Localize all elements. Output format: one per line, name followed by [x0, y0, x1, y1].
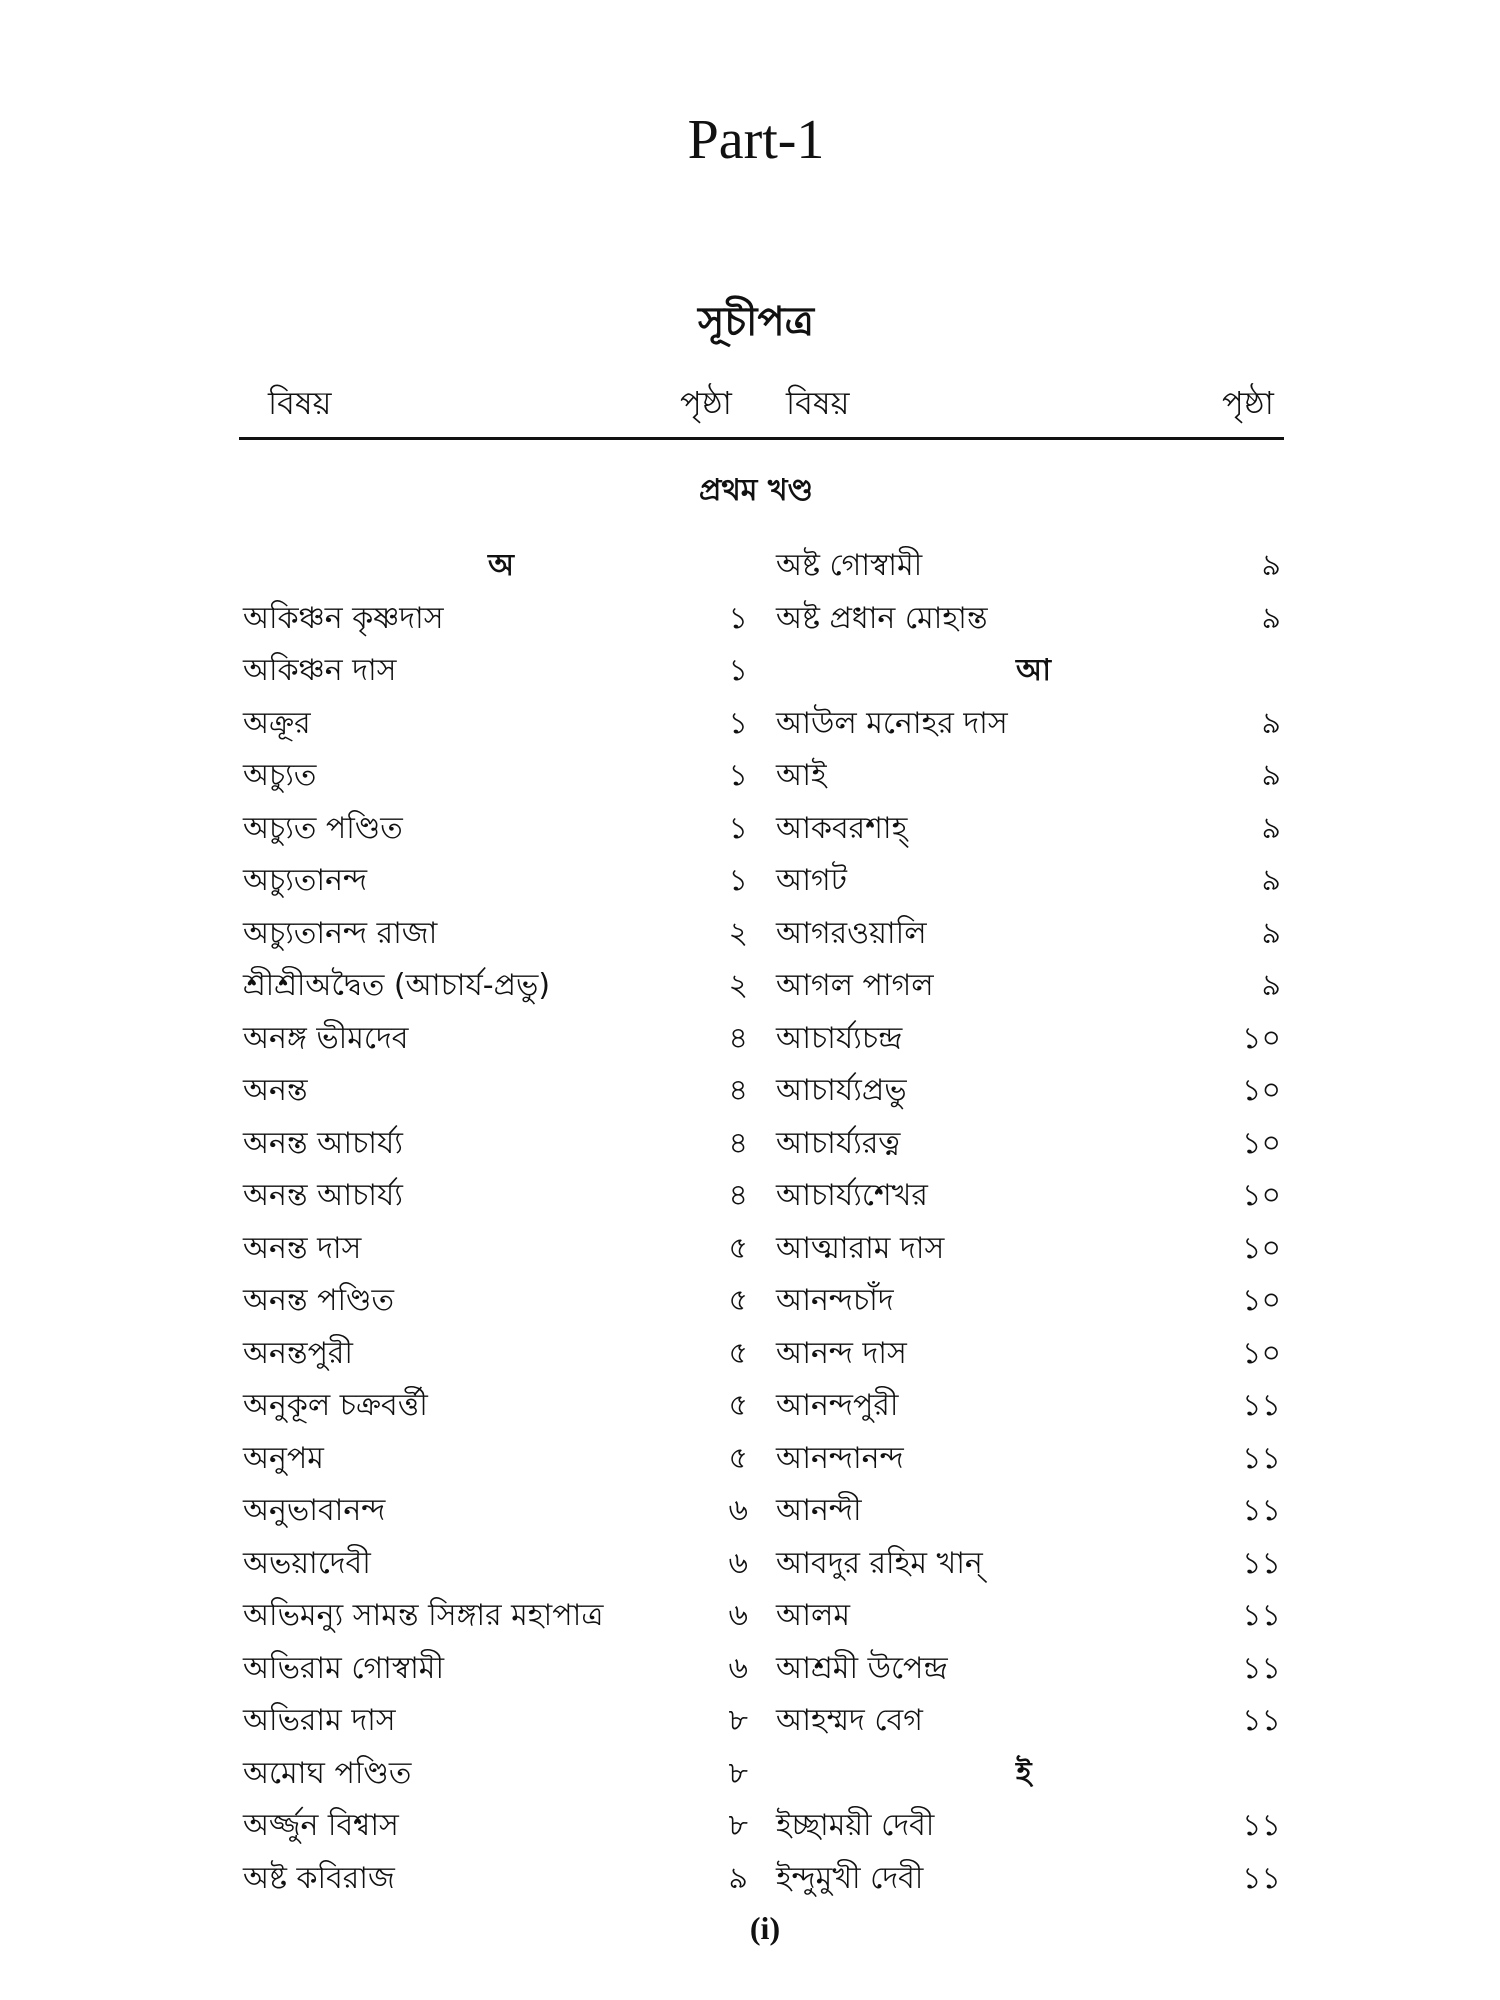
entry-page: ১১ [1242, 1388, 1281, 1423]
toc-entry [776, 960, 1376, 1012]
entry-name: অভিরাম দাস [243, 1703, 396, 1738]
entry-page: ১ [728, 758, 748, 793]
entry-name: আউল মনোহর দাস [776, 705, 1008, 741]
entry-name: অনন্ত দাস [243, 1230, 362, 1266]
entry-name: আত্মারাম দাস [776, 1230, 945, 1266]
entry-page: ১১ [1242, 1650, 1281, 1686]
letter-heading [776, 1748, 1376, 1800]
entry-name: আগল পাগল [776, 968, 934, 1003]
letter-heading-text: ই [1016, 1755, 1032, 1791]
entry-page: ১০ [1242, 1335, 1281, 1371]
entry-page: ১১ [1242, 1860, 1281, 1896]
entry-name: আবদুর রহিম খান্ [776, 1545, 983, 1581]
toc-entry [243, 1695, 843, 1747]
entry-name: অচ্যুত পণ্ডিত [243, 810, 403, 846]
toc-entry [243, 803, 843, 855]
entry-name: ইচ্ছাময়ী দেবী [776, 1808, 935, 1843]
entry-name: অনন্ত [243, 1073, 308, 1108]
toc-entry [243, 1643, 843, 1695]
toc-entry [776, 1643, 1376, 1695]
entry-page: ১ [728, 863, 748, 898]
toc-entry [776, 1223, 1376, 1275]
entry-name: আনন্দপুরী [776, 1388, 899, 1423]
toc-entry [776, 908, 1376, 960]
entry-page: ৯ [1261, 548, 1281, 583]
toc-entry [243, 593, 843, 645]
toc-entry [776, 1328, 1376, 1380]
entry-name: অনন্ত পণ্ডিত [243, 1283, 394, 1318]
entry-page: ৪ [728, 1073, 748, 1108]
entry-page: ১ [728, 653, 748, 688]
entry-name: অচ্যুত [243, 758, 317, 793]
entry-page: ৯ [1261, 810, 1281, 846]
entry-name: আশ্রমী উপেন্দ্র [776, 1650, 948, 1686]
entry-page: ১১ [1242, 1493, 1281, 1528]
entry-page: ৪ [728, 1125, 748, 1161]
entry-name: শ্রীশ্রীঅদ্বৈত (আচার্য-প্রভু) [243, 968, 551, 1003]
toc-entry [776, 1695, 1376, 1747]
letter-heading-text: আ [1016, 653, 1051, 688]
entry-name: আচার্য্যরত্ন [776, 1125, 901, 1161]
entry-page: ৯ [1261, 758, 1281, 793]
entry-page: ৮ [728, 1755, 748, 1791]
toc-entry [243, 1590, 843, 1642]
entry-page: ৪ [728, 1020, 748, 1056]
entry-page: ৫ [728, 1388, 748, 1423]
entry-page: ৯ [1261, 863, 1281, 898]
entry-page: ৪ [728, 1178, 748, 1213]
toc-entry [243, 1118, 843, 1170]
entry-page: ৯ [1261, 915, 1281, 951]
toc-entry [776, 1853, 1376, 1905]
entry-page: ৯ [1261, 705, 1281, 741]
toc-entry [243, 1800, 843, 1852]
entry-page: ১০ [1242, 1230, 1281, 1266]
entry-name: অনন্ত আচার্য্য [243, 1178, 403, 1213]
toc-entry [776, 540, 1376, 592]
entry-name: আহম্মদ বেগ [776, 1703, 923, 1738]
header-subject-left: বিষয় [268, 384, 332, 422]
toc-title: সূচীপত্র [698, 299, 814, 345]
entry-page: ২ [728, 915, 748, 951]
entry-page: ১০ [1242, 1125, 1281, 1161]
entry-page: ৬ [728, 1650, 748, 1686]
entry-page: ৫ [728, 1283, 748, 1318]
toc-entry [776, 1275, 1376, 1327]
toc-entry [776, 803, 1376, 855]
entry-name: অক্রূর [243, 705, 311, 741]
entry-name: অনুভাবানন্দ [243, 1493, 386, 1528]
letter-heading [776, 645, 1376, 697]
toc-entry [243, 908, 843, 960]
entry-page: ২ [728, 968, 748, 1003]
header-page-right: পৃষ্ঠা [1222, 384, 1274, 422]
entry-name: অভয়াদেবী [243, 1545, 371, 1581]
toc-entry [776, 1170, 1376, 1222]
header-subject-right: বিষয় [786, 384, 850, 422]
toc-entry [243, 1170, 843, 1222]
entry-page: ১০ [1242, 1020, 1281, 1056]
entry-name: আই [776, 758, 827, 793]
entry-name: আচার্য্যশেখর [776, 1178, 928, 1213]
entry-name: অনঙ্গ ভীমদেব [243, 1020, 409, 1056]
entry-name: অভিরাম গোস্বামী [243, 1650, 445, 1686]
section-title: প্রথম খণ্ড [698, 473, 814, 508]
header-rule [239, 437, 1284, 440]
entry-page: ১০ [1242, 1283, 1281, 1318]
toc-entry [243, 855, 843, 907]
entry-name: আগরওয়ালি [776, 915, 927, 951]
entry-page: ১১ [1242, 1808, 1281, 1843]
entry-name: আকবরশাহ্ [776, 810, 908, 846]
toc-entry [243, 698, 843, 750]
entry-name: আলম [776, 1598, 851, 1633]
entry-page: ৬ [728, 1545, 748, 1581]
toc-entry [243, 1223, 843, 1275]
entry-name: অনন্ত আচার্য্য [243, 1125, 403, 1161]
toc-entry [243, 1275, 843, 1327]
entry-page: ১ [728, 600, 748, 636]
toc-entry [776, 1013, 1376, 1065]
toc-entry [776, 1433, 1376, 1485]
entry-page: ১১ [1242, 1703, 1281, 1738]
toc-entry [776, 1118, 1376, 1170]
entry-page: ৯ [1261, 968, 1281, 1003]
letter-heading [243, 540, 843, 592]
entry-name: অচ্যুতানন্দ রাজা [243, 915, 438, 951]
entry-name: অকিঞ্চন কৃষ্ণদাস [243, 600, 444, 636]
toc-entry [243, 1485, 843, 1537]
toc-entry [243, 750, 843, 802]
toc-entry [776, 855, 1376, 907]
toc-entry [776, 1538, 1376, 1590]
part-heading: Part-1 [687, 109, 825, 171]
toc-entry [243, 1380, 843, 1432]
entry-name: অনন্তপুরী [243, 1335, 354, 1371]
entry-name: আচার্য্যচন্দ্র [776, 1020, 903, 1056]
entry-page: ৯ [728, 1860, 748, 1896]
toc-entry [243, 1013, 843, 1065]
entry-page: ১০ [1242, 1178, 1281, 1213]
toc-entry [243, 1538, 843, 1590]
toc-entry [243, 1328, 843, 1380]
page-number: (i) [749, 1910, 781, 1946]
toc-entry [776, 593, 1376, 645]
entry-page: ১১ [1242, 1598, 1281, 1633]
entry-name: অকিঞ্চন দাস [243, 653, 397, 688]
toc-entry [776, 1380, 1376, 1432]
entry-name: অমোঘ পণ্ডিত [243, 1755, 412, 1791]
toc-entry [243, 1853, 843, 1905]
entry-name: অষ্ট প্রধান মোহান্ত [776, 600, 988, 636]
entry-name: অনুপম [243, 1440, 324, 1476]
entry-name: আনন্দ দাস [776, 1335, 907, 1371]
header-page-left: পৃষ্ঠা [680, 384, 732, 422]
toc-entry [776, 1065, 1376, 1117]
entry-page: ৫ [728, 1230, 748, 1266]
toc-entry [243, 960, 843, 1012]
toc-entry [243, 645, 843, 697]
entry-page: ১ [728, 810, 748, 846]
entry-name: আনন্দচাঁদ [776, 1283, 894, 1318]
entry-name: অনুকূল চক্রবর্ত্তী [243, 1388, 428, 1423]
entry-page: ১০ [1242, 1073, 1281, 1108]
entry-page: ১১ [1242, 1545, 1281, 1581]
entry-page: ৫ [728, 1440, 748, 1476]
entry-name: আনন্দানন্দ [776, 1440, 904, 1476]
entry-name: অষ্ট কবিরাজ [243, 1860, 395, 1896]
letter-heading-text: অ [488, 548, 514, 583]
entry-page: ৫ [728, 1335, 748, 1371]
entry-name: অর্জ্জুন বিশ্বাস [243, 1808, 399, 1843]
entry-name: আগট [776, 863, 848, 898]
entry-page: ১১ [1242, 1440, 1281, 1476]
toc-entry [776, 1590, 1376, 1642]
entry-name: আনন্দী [776, 1493, 862, 1528]
entry-name: ইন্দুমুখী দেবী [776, 1860, 924, 1896]
toc-entry [776, 1800, 1376, 1852]
entry-name: আচার্য্যপ্রভু [776, 1073, 907, 1108]
entry-page: ৮ [728, 1703, 748, 1738]
entry-page: ১ [728, 705, 748, 741]
toc-entry [776, 750, 1376, 802]
toc-entry [243, 1433, 843, 1485]
toc-entry [243, 1065, 843, 1117]
entry-page: ৯ [1261, 600, 1281, 636]
entry-name: অচ্যুতানন্দ [243, 863, 368, 898]
entry-name: অভিমন্যু সামন্ত সিঙ্গার মহাপাত্র [243, 1598, 604, 1633]
entry-page: ৬ [728, 1598, 748, 1633]
toc-entry [776, 698, 1376, 750]
toc-entry [243, 1748, 843, 1800]
entry-page: ৬ [728, 1493, 748, 1528]
toc-entry [776, 1485, 1376, 1537]
entry-name: অষ্ট গোস্বামী [776, 548, 923, 583]
entry-page: ৮ [728, 1808, 748, 1843]
